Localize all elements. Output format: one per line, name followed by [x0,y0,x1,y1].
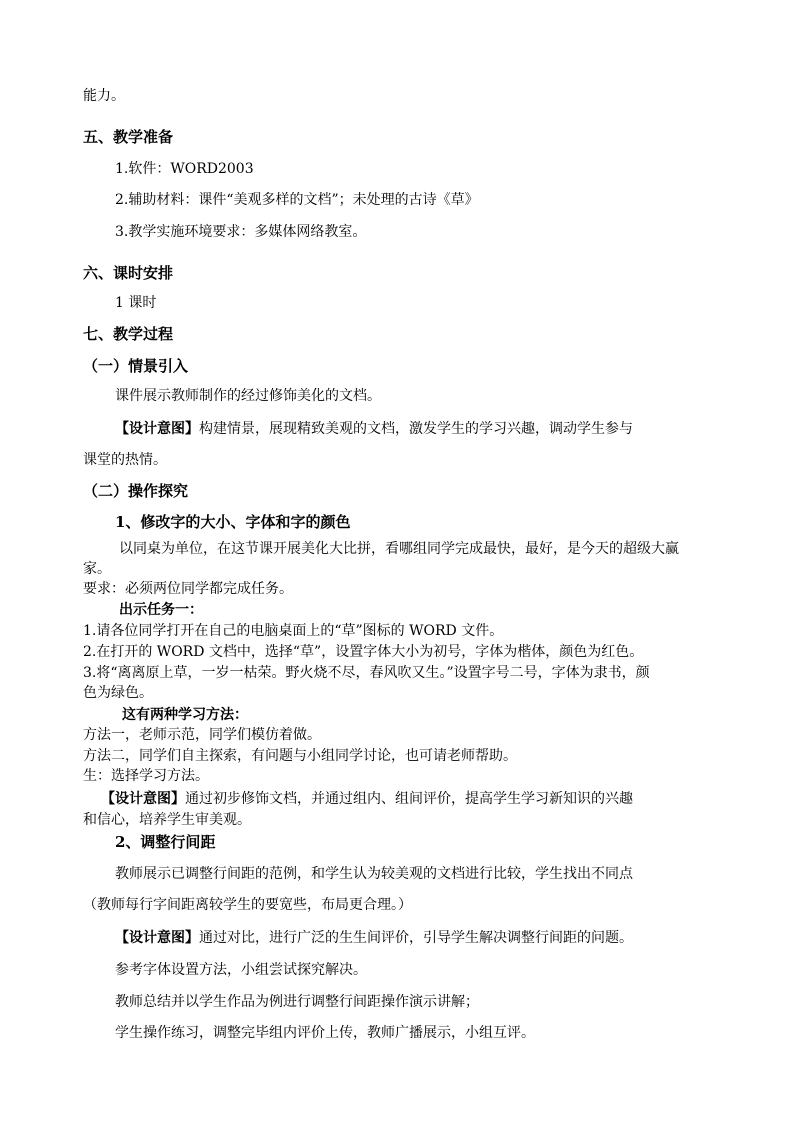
topic-heading: 2、调整行间距 [115,833,216,851]
text-line: 方法二，同学们自主探索，有问题与小组同学讨论，也可请老师帮助。 [83,748,517,764]
subsection-heading: （二）操作探究 [83,482,189,500]
section-heading: 六、课时安排 [83,264,174,282]
section-heading: 七、教学过程 [83,325,174,343]
methods-heading: 这有两种学习方法： [122,707,248,723]
subsection-heading: （一）情景引入 [83,357,189,375]
text-line: 以同桌为单位，在这节课开展美化大比拼，看哪组同学完成最快，最好，是今天的超级大赢 [119,541,679,557]
list-item: 3.教学实施环境要求：多媒体网络教室。 [115,224,367,240]
topic-heading: 1、修改字的大小、字体和字的颜色 [115,513,351,531]
text-line: 学生操作练习，调整完毕组内评价上传，教师广播展示，小组互评。 [115,1025,535,1041]
design-intent-label: 【设计意图】 [115,930,199,946]
design-intent-text: 构建情景，展现精致美观的文档，激发学生的学习兴趣，调动学生参与 [199,421,633,437]
text-line: 方法一，老师示范，同学们模仿着做。 [83,727,321,743]
task-heading: 出示任务一： [119,602,203,618]
design-intent-text: 通过对比，进行广泛的生生间评价，引导学生解决调整行间距的问题。 [199,930,633,946]
text-line: 教师总结并以学生作品为例进行调整行间距操作演示讲解； [115,994,479,1010]
design-intent-text: 通过初步修饰文档，并通过组内、组间评价，提高学生学习新知识的兴趣 [185,791,633,807]
text-line: 1 课时 [115,295,157,311]
list-item: 3.将“离离原上草，一岁一枯荣。野火烧不尽，春风吹又生。”设置字号二号，字体为隶书，颜 [83,665,650,681]
text-line: 和信心，培养学生审美观。 [83,812,251,828]
design-intent-label: 【设计意图】 [101,791,185,807]
design-intent-line [101,789,633,809]
list-item: 2.在打开的 WORD 文档中，选择“草”，设置字体大小为初号，字体为楷体，颜色为红色。 [83,644,644,660]
design-intent-line [115,419,633,439]
list-item: 1.请各位同学打开在自己的电脑桌面上的“草”图标的 WORD 文件。 [83,623,504,639]
section-heading: 五、教学准备 [83,128,174,146]
text-line: 课件展示教师制作的经过修饰美化的文档。 [115,388,381,404]
design-intent-line [115,928,633,948]
list-item: 1.软件：WORD2003 [115,161,254,177]
text-line: 教师展示已调整行间距的范例，和学生认为较美观的文档进行比较，学生找出不同点 [115,866,633,882]
list-item: 2.辅助材料：课件“美观多样的文档”；未处理的古诗《草》 [115,192,479,208]
text-line: 生：选择学习方法。 [83,768,209,784]
text-line: 课堂的热情。 [83,452,167,468]
text-line: 能力。 [83,88,125,104]
text-line: （教师每行字间距离较学生的要宽些，布局更合理。） [83,897,412,913]
text-line: 色为绿色。 [83,685,153,701]
text-line: 参考字体设置方法，小组尝试探究解决。 [115,962,367,978]
text-line: 要求：必须两位同学都完成任务。 [83,581,293,597]
design-intent-label: 【设计意图】 [115,421,199,437]
text-line: 家。 [83,561,111,577]
